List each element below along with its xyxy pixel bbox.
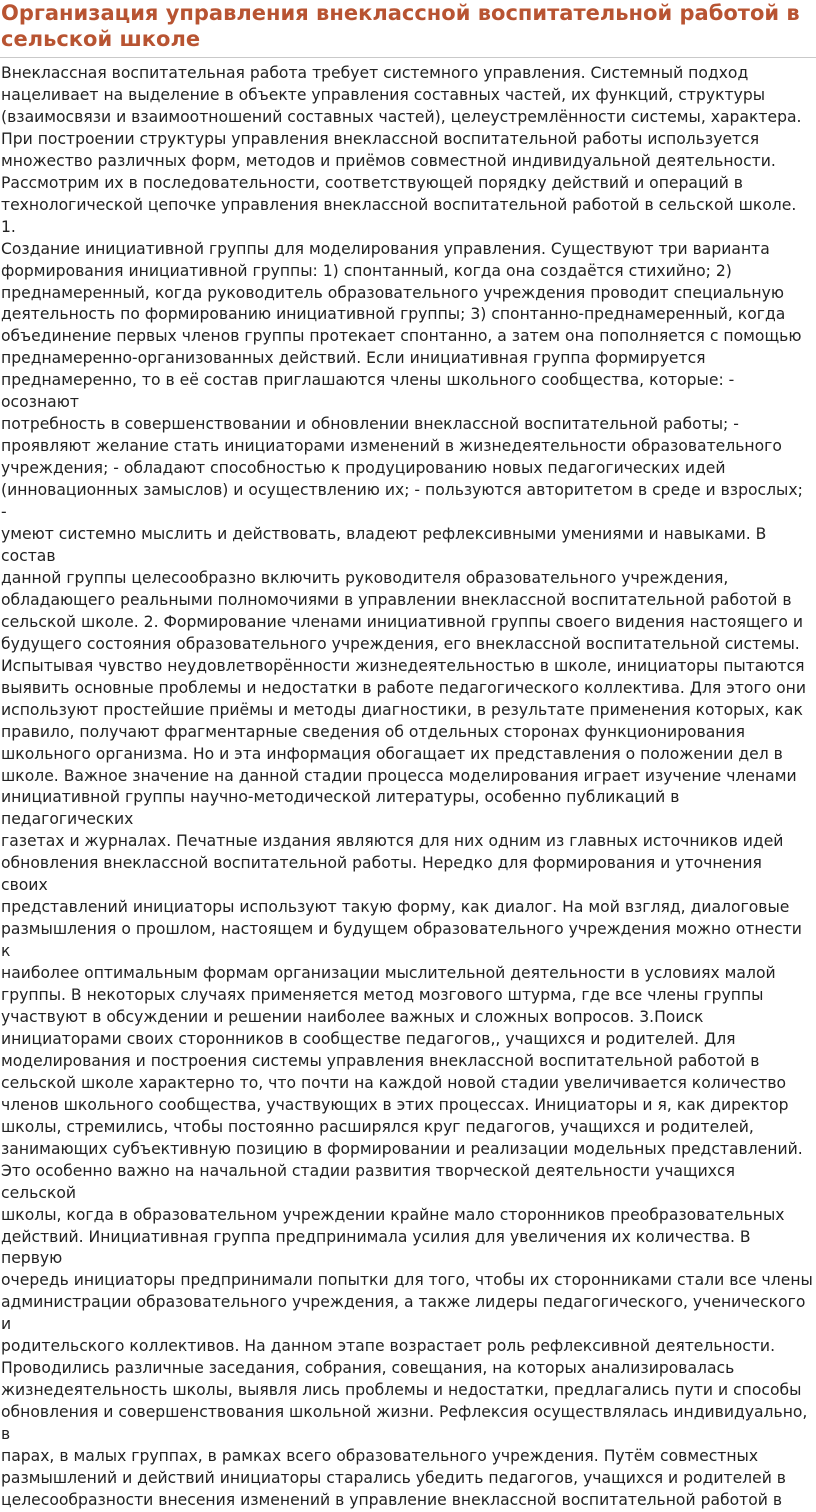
article-title: Организация управления внеклассной воспитательной работой в сельской школе xyxy=(1,1,800,51)
article-body: Внеклассная воспитательная работа требует системного управления. Системный подход нацеливает на выделение в объекте управления составных частей, их функций, структуры (взаимосвязи и взаимоотношений составных частей), целеустремлённости системы, характера. При построении структуры управления внеклассной воспитательной работы используется множество различных форм, методов и приёмов совместной индивидуальной деятельности. Рассмотрим их в последовательности, соответствующей порядку действий и операций в технологической цепочке управления внеклассной воспитательной работой в сельской школе. 1. Создание инициативной группы для моделирования управления. Существуют три варианта формирования инициативной группы: 1) спонтанный, когда она создаётся стихийно; 2) преднамеренный, когда руководитель образовательного учреждения проводит специальную деятельность по формированию инициативной группы; 3) спонтанно-преднамеренный, когда объединение первых членов группы протекает спонтанно, а затем она пополняется с помощью преднамеренно-организованных действий. Если инициативная группа формируется преднамеренно, то в её состав приглашаются члены школьного сообщества, которые: - осознают потребность в совершенствовании и обновлении внеклассной воспитательной работы; - проявляют желание стать инициаторами изменений в жизнедеятельности образовательного учреждения; - обладают способностью к продуцированию новых педагогических идей (инновационных замыслов) и осуществлению их; - пользуются авторитетом в среде и взрослых; - умеют системно мыслить и действовать, владеют рефлексивными умениями и навыками. В состав данной группы целесообразно включить руководителя образовательного учреждения, обладающего реальными полномочиями в управлении внеклассной воспитательной работой в сельской школе. 2. Формирование членами инициативной группы своего видения настоящего и будущего состояния образовательного учреждения, его внеклассной воспитательной системы. Испытывая чувство неудовлетворённости жизнедеятельностью в школе, инициаторы пытаются выявить основные проблемы и недостатки в работе педагогического коллектива. Для этого они используют простейшие приёмы и методы диагностики, в результате применения которых, как правило, получают фрагментарные сведения об отдельных сторонах функционирования школьного организма. Но и эта информация обогащает их представления о положении дел в школе. Важное значение на данной стадии процесса моделирования играет изучение членами инициативной группы научно-методической литературы, особенно публикаций в педагогических газетах и журналах. Печатные издания являются для них одним из главных источников идей обновления внеклассной воспитательной работы. Нередко для формирования и уточнения своих представлений инициаторы используют такую форму, как диалог. На мой взгляд, диалоговые размышления о прошлом, настоящем и будущем образовательного учреждения можно отнести к наиболее оптимальным формам организации мыслительной деятельности в условиях малой группы. В некоторых случаях применяется метод мозгового штурма, где все члены группы участвуют в обсуждении и решении наиболее важных и сложных вопросов. 3.Поиск инициаторами своих сторонников в сообществе педагогов,, учащихся и родителей. Для моделирования и построения системы управления внеклассной воспитательной работой в сельской школе характерно то, что почти на каждой новой стадии увеличивается количество членов школьного сообщества, участвующих в этих процессах. Инициаторы и я, как директор школы, стремились, чтобы постоянно расширялся круг педагогов, учащихся и родителей, занимающих субъективную позицию в формировании и реализации модельных представлений. Это особенно важно на начальной стадии развития творческой деятельности учащихся сельской школы, когда в образовательном учреждении крайне мало сторонников преобразовательных действий. Инициативная группа предпринимала усилия для увеличения их количества. В первую очередь инициаторы предпринимали попытки для того, чтобы их сторонниками стали все члены администрации образовательного учреждения, а также лидеры педагогического, ученического и родительского коллективов. На данном этапе возрастает роль рефлексивной деятельности. Проводились различные заседания, собрания, совещания, на которых анализировалась жизнедеятельность школы, выявля лись проблемы и недостатки, предлагались пути и способы обновления и совершенствования школьной жизни. Рефлексия осуществлялась индивидуально, в парах, в малых группах, в рамках всего образовательного учреждения. Путём совместных размышлений и действий инициаторы старались убедить педагогов, учащихся и родителей в целесообразности внесения изменений в управление внеклассной воспитательной работой в xyxy=(1,64,813,1509)
title-divider xyxy=(0,57,816,58)
